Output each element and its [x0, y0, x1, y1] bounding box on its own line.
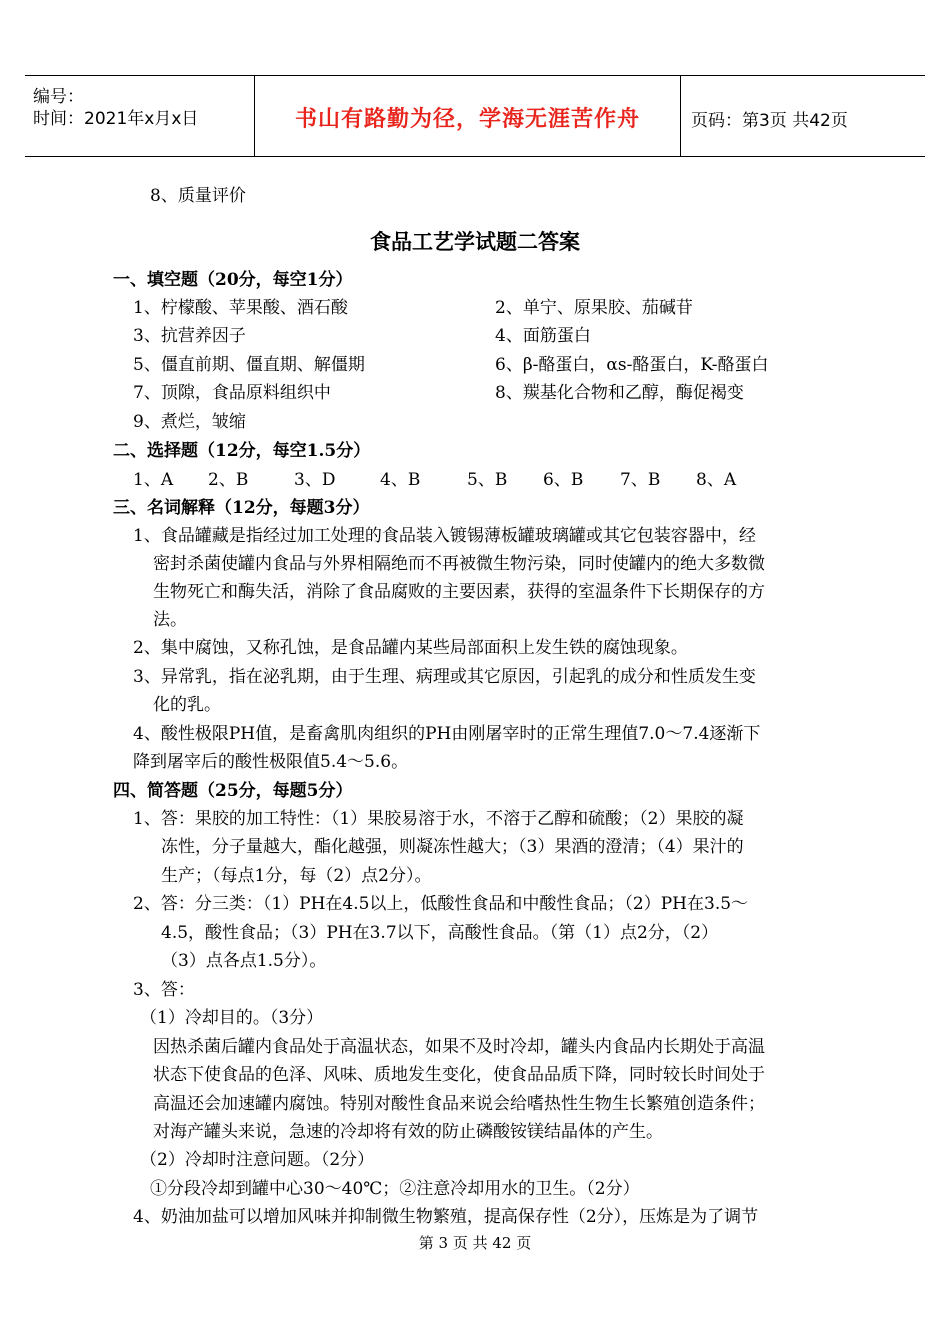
- page-header: [25, 75, 925, 157]
- choice-answer: 4、B: [380, 470, 421, 490]
- fill-answer: 4、面筋蛋白: [495, 326, 591, 346]
- short-line: 高温还会加速罐内腐蚀。特别对酸性食品来说会给嗜热性生物生长繁殖创造条件；: [153, 1094, 765, 1114]
- term-line: 化的乳。: [153, 695, 221, 715]
- prev-item: 8、质量评价: [150, 186, 246, 206]
- short-line: 生产；（每点1分，每（2）点2分）。: [161, 866, 432, 886]
- term-line: 生物死亡和酶失活，消除了食品腐败的主要因素，获得的室温条件下长期保存的方: [153, 582, 765, 602]
- fill-answer: 6、β-酪蛋白，αs-酪蛋白，K-酪蛋白: [495, 355, 769, 375]
- short-line: 4.5，酸性食品；（3）PH在3.7以下，高酸性食品。（第（1）点2分，（2）: [161, 923, 719, 943]
- fill-answer: 9、煮烂，皱缩: [133, 412, 246, 432]
- short-line: 对海产罐头来说，急速的冷却将有效的防止磷酸铵镁结晶体的产生。: [153, 1122, 663, 1142]
- term-line: 3、异常乳，指在泌乳期，由于生理、病理或其它原因，引起乳的成分和性质发生变: [133, 667, 756, 687]
- document-title: 食品工艺学试题二答案: [370, 230, 580, 254]
- section-heading-choice: 二、选择题（12分，每空1.5分）: [113, 441, 371, 461]
- term-line: 1、食品罐藏是指经过加工处理的食品装入镀锡薄板罐玻璃罐或其它包装容器中，经: [133, 526, 756, 546]
- time-label: 时间：2021年x月x日: [33, 109, 199, 129]
- short-line: 4、奶油加盐可以增加风味并抑制微生物繁殖，提高保存性（2分），压炼是为了调节: [133, 1207, 759, 1227]
- short-line: 3、答：: [133, 980, 195, 1000]
- header-motto: 书山有路勤为径，学海无涯苦作舟: [294, 107, 640, 132]
- short-line: 2、答：分三类：（1）PH在4.5以上，低酸性食品和中酸性食品；（2）PH在3.5～: [133, 894, 749, 914]
- fill-answer: 2、单宁、原果胶、茄碱苷: [495, 298, 693, 318]
- short-line: ①分段冷却到罐中心30～40℃；②注意冷却用水的卫生。（2分）: [150, 1179, 640, 1199]
- header-left-cell: [25, 76, 255, 156]
- choice-answer: 8、A: [696, 470, 737, 490]
- short-line: 冻性，分子量越大，酯化越强，则凝冻性越大；（3）果酒的澄清；（4）果汁的: [161, 837, 744, 857]
- fill-answer: 3、抗营养因子: [133, 326, 246, 346]
- choice-answer: 7、B: [620, 470, 661, 490]
- fill-answer: 8、羰基化合物和乙醇，酶促褐变: [495, 383, 744, 403]
- choice-answer: 3、D: [294, 470, 336, 490]
- short-line: 状态下使食品的色泽、风味、质地发生变化，使食品品质下降，同时较长时间处于: [153, 1065, 765, 1085]
- section-heading-short: 四、简答题（25分，每题5分）: [113, 781, 353, 801]
- short-line: （2）冷却时注意问题。（2分）: [140, 1150, 375, 1170]
- choice-answer: 6、B: [543, 470, 584, 490]
- term-line: 密封杀菌使罐内食品与外界相隔绝而不再被微生物污染，同时使罐内的绝大多数微: [153, 554, 765, 574]
- choice-answer: 2、B: [208, 470, 249, 490]
- section-heading-terms: 三、名词解释（12分，每题3分）: [113, 498, 370, 518]
- header-motto-cell: [255, 76, 681, 156]
- short-line: （3）点各点1.5分）。: [161, 951, 327, 971]
- choice-answer: 1、A: [133, 470, 174, 490]
- short-line: 因热杀菌后罐内食品处于高温状态，如果不及时冷却，罐头内食品内长期处于高温: [153, 1037, 765, 1057]
- term-line: 4、酸性极限PH值，是畜禽肌肉组织的PH由刚屠宰时的正常生理值7.0～7.4逐渐下: [133, 724, 761, 744]
- section-heading-fill: 一、填空题（20分，每空1分）: [113, 270, 353, 290]
- short-line: 1、答：果胶的加工特性：（1）果胶易溶于水，不溶于乙醇和硫酸；（2）果胶的凝: [133, 809, 744, 829]
- serial-label: 编号：: [33, 87, 84, 107]
- page-footer: 第 3 页 共 42 页: [418, 1234, 532, 1252]
- header-page-info: 页码：第3页 共42页: [691, 111, 848, 131]
- term-line: 2、集中腐蚀，又称孔蚀，是食品罐内某些局部面积上发生铁的腐蚀现象。: [133, 638, 688, 658]
- fill-answer: 7、顶隙，食品原料组织中: [133, 383, 331, 403]
- choice-answer: 5、B: [467, 470, 508, 490]
- header-page-cell: [681, 76, 925, 156]
- term-line: 法。: [153, 610, 187, 630]
- short-line: （1）冷却目的。（3分）: [140, 1008, 324, 1028]
- term-line: 降到屠宰后的酸性极限值5.4～5.6。: [133, 752, 409, 772]
- fill-answer: 1、柠檬酸、苹果酸、酒石酸: [133, 298, 348, 318]
- fill-answer: 5、僵直前期、僵直期、解僵期: [133, 355, 365, 375]
